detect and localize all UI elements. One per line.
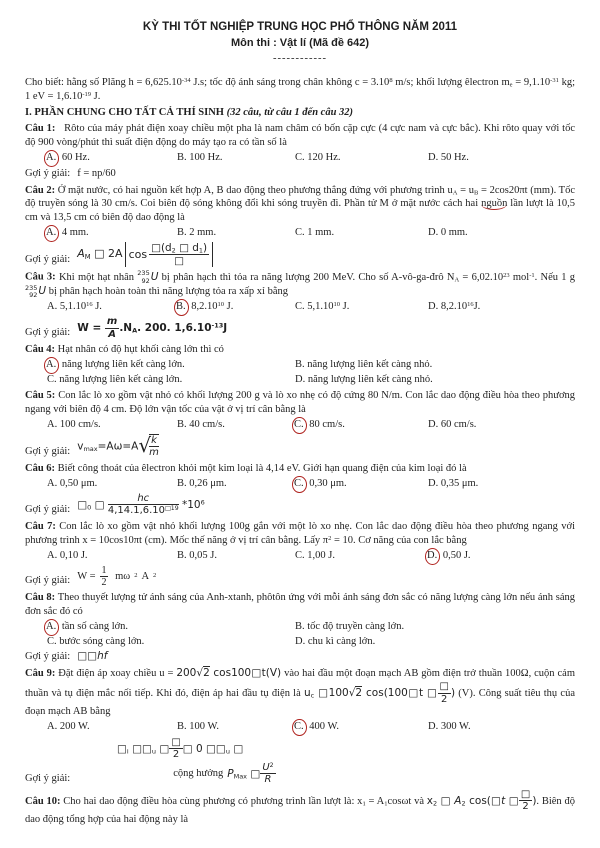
- option-c: [295, 418, 428, 433]
- option-text: 200 W.: [57, 721, 90, 733]
- answer-circle-mark: A.: [44, 619, 59, 636]
- option-text: tốc độ truyền càng lớn.: [304, 621, 405, 633]
- question-text: [25, 184, 575, 226]
- option-a: [47, 720, 177, 735]
- answer-circle-mark: C.: [292, 417, 307, 434]
- question-number: Câu 2:: [25, 184, 56, 196]
- option-text: 2 mm.: [186, 227, 217, 239]
- solution-hint: [25, 167, 575, 181]
- solution-formula-line: $□_i$ $□□_u$ □ □ 2 □ 0 $□□_u$ □: [117, 736, 244, 761]
- options-row: [25, 300, 575, 315]
- answer-circle-mark: D.: [425, 548, 440, 565]
- solution-formula: cộng hưởng $P_{Max}$ □ $\frac{U^2}{R}$: [173, 761, 274, 786]
- solution-hint: [25, 493, 575, 517]
- option-a: [47, 151, 177, 166]
- question-body: Ở mặt nước, có hai nguồn kết hợp A, B dao động theo phương thẳng đứng với phương trình $u_A = u_B = 2\cos 20\pi t$ (mm). Tốc độ truyền sóng là 30 cm/s. Coi biên độ sóng không đổi khi sóng truyền đi. Phần tử M ở mặt nước cách hai nguồn lần lượt là 10,5 cm và 13,5 cm có biên độ dao động là: [25, 184, 576, 224]
- option-b: [177, 549, 295, 564]
- question-number: Câu 8:: [25, 592, 56, 604]
- question-text: [25, 389, 575, 417]
- question-number: Câu 4:: [25, 344, 56, 356]
- option-text: năng lượng liên kết càng nhỏ.: [305, 374, 433, 386]
- solution-hint: [25, 316, 575, 340]
- option-letter: D.: [428, 477, 439, 489]
- option-d: [428, 151, 575, 166]
- option-b: [177, 720, 295, 735]
- solution-formula: $□_0$ □ $\frac{hc}{4,14.1,6.10^{□19}}$ $*10^6$: [77, 492, 205, 517]
- solution-hint-label: Gợi ý giải:: [25, 651, 71, 663]
- question-block: [25, 122, 575, 181]
- option-b: [177, 477, 295, 492]
- option-b: [177, 226, 295, 241]
- option-letter: D.: [428, 301, 439, 313]
- option-letter: A.: [47, 301, 58, 313]
- question-block: [25, 789, 575, 827]
- option-d: [428, 300, 575, 315]
- solution-hint: [25, 762, 575, 786]
- question-block: [25, 270, 575, 340]
- option-text: 8,2.10$^{16}$J.: [438, 301, 481, 313]
- option-letter: A.: [47, 549, 58, 561]
- option-b: [177, 300, 295, 315]
- option-letter: A.: [47, 419, 58, 430]
- option-c: [295, 151, 428, 166]
- option-letter: B.: [177, 549, 187, 561]
- option-letter: D.: [428, 151, 439, 163]
- option-text: năng lượng liên kết càng lớn.: [56, 374, 183, 386]
- option-letter: B.: [177, 721, 187, 733]
- question-number: Câu 6:: [25, 462, 56, 474]
- option-text: 0 mm.: [438, 227, 468, 239]
- question-text: [25, 270, 575, 299]
- question-block: [25, 343, 575, 387]
- question-number: Câu 3:: [25, 271, 56, 283]
- solution-formula: $A_M$ □ 2A cos $□(d_2$ □ $d_1$) □: [77, 242, 213, 267]
- option-d: [428, 226, 575, 241]
- constants-note: Cho biết: hằng số Plăng $h = 6,625.10^{-34}$ J.s; tốc độ ánh sáng trong chân không $c = 3.10^8$ m/s; khối lượng êlectron $m_e = 9,1.10^{-31}$ kg; 1 eV = $1,6.10^{-19}$ J.: [25, 76, 575, 102]
- solution-hint-label: Gợi ý giải:: [25, 503, 71, 515]
- option-letter: B.: [177, 151, 187, 163]
- option-letter: D.: [428, 419, 439, 430]
- solution-formula: W = $\frac{m}{A}$ $.N_A$. 200. $1,6.10^{-13}J$: [77, 316, 228, 340]
- option-letter: B.: [295, 621, 305, 633]
- option-c: [47, 373, 295, 387]
- section-heading-bold: I. PHẦN CHUNG CHO TẤT CẢ THÍ SINH: [25, 106, 227, 118]
- option-a: [47, 549, 177, 564]
- solution-formula: W = 1 2 mω 2 A 2: [77, 564, 157, 588]
- question-text: [25, 343, 575, 357]
- question-text: [25, 591, 575, 619]
- option-text: 100 cm/s.: [57, 419, 101, 430]
- option-text: 5,1.10$^{10}$ J.: [304, 301, 350, 313]
- option-a: [47, 418, 177, 433]
- solution-formula: $v_{max}=A\omega=A$ √ k m: [77, 434, 159, 459]
- option-text: 100 Hz.: [186, 151, 223, 163]
- option-text: 4 mm.: [59, 227, 89, 239]
- option-text: 120 Hz.: [304, 151, 341, 163]
- options-row: [25, 549, 575, 564]
- solution-hint-label: Gợi ý giải:: [25, 772, 71, 784]
- option-d: [428, 418, 575, 433]
- option-c: [295, 226, 428, 241]
- option-text: 0,05 J.: [186, 549, 217, 561]
- divider-dashes: ------------: [273, 52, 327, 64]
- option-a: [47, 300, 177, 315]
- question-block: [25, 591, 575, 664]
- exam-title: KỲ THI TỐT NGHIỆP TRUNG HỌC PHỔ THÔNG NĂM 2011: [142, 21, 458, 33]
- option-text: 0,10 J.: [57, 549, 88, 561]
- option-letter: C.: [47, 374, 57, 386]
- option-text: năng lượng liên kết càng lớn.: [59, 359, 185, 371]
- question-block: [25, 520, 575, 589]
- option-letter: C.: [47, 636, 57, 648]
- options-row: [25, 358, 575, 387]
- option-text: 100 W.: [186, 721, 220, 733]
- option-letter: C.: [295, 549, 305, 561]
- question-body: Con lắc lò xo gồm vật nhỏ khối lượng 100g gắn với một lò xo nhẹ. Con lắc dao động điều hòa theo phương ngang với phương trình x = 10cos10πt (cm). Mốc thế năng ở vị trí cân bằng. Lấy $\pi^2 = 10$. Cơ năng của con lắc bằng: [25, 520, 576, 546]
- option-letter: B.: [295, 359, 305, 371]
- option-b: [295, 358, 575, 373]
- question-text: [25, 462, 575, 476]
- solution-hint: [25, 650, 575, 664]
- question-body: Cho hai dao động điều hòa cùng phương có phương trình lần lượt là: $x_1 = A_1\cos\omega t$ và $x_2$ □ $A_2$ cos(□t □ □ 2 ). Biên độ dao động tổng hợp của hai động này là: [25, 788, 575, 825]
- option-text: chu kì càng lớn.: [305, 636, 376, 648]
- option-text: 0,35 μm.: [438, 477, 479, 489]
- option-text: 0,26 μm.: [186, 477, 227, 489]
- question-body: Đặt điện áp xoay chiều u = 200√2 cos100□t(V) vào hai đầu một đoạn mạch AB gồm điện trở thuần 100Ω, cuộn cảm thuần và tụ điện mắc nối tiếp. Khi đó, điện áp hai đầu tụ điện là $u_c$ □100√2 cos(100□t □ □ 2 ) (V). Công suất tiêu thụ của đoạn mạch AB bằng: [25, 667, 575, 718]
- answer-circle-mark: A.: [44, 357, 59, 374]
- option-d: [295, 373, 575, 387]
- question-number: Câu 5:: [25, 390, 56, 402]
- option-c: [295, 477, 428, 492]
- options-row: [25, 418, 575, 433]
- solution-hint: [25, 434, 575, 459]
- option-letter: D.: [428, 227, 439, 239]
- option-letter: C.: [295, 301, 305, 313]
- question-number: Câu 10:: [25, 795, 61, 807]
- question-text: [25, 520, 575, 548]
- option-letter: A.: [47, 721, 58, 733]
- option-text: 50 Hz.: [438, 151, 469, 163]
- option-a: [47, 358, 295, 373]
- option-d: [295, 635, 575, 649]
- question-text: [25, 789, 575, 827]
- option-d: [428, 720, 575, 735]
- answer-circle-mark: C.: [292, 476, 307, 493]
- option-text: 80 cm/s.: [306, 419, 345, 430]
- option-d: [428, 477, 575, 492]
- option-c: [295, 720, 428, 735]
- option-c: [47, 635, 295, 649]
- option-d: [428, 549, 575, 564]
- option-text: năng lượng liên kết càng nhỏ.: [304, 359, 433, 371]
- question-block: [25, 184, 575, 268]
- option-letter: A.: [47, 477, 58, 489]
- option-text: tần số càng lớn.: [59, 621, 129, 633]
- answer-circle-mark: A.: [44, 150, 59, 167]
- option-letter: D.: [295, 636, 306, 648]
- question-text: [25, 667, 575, 719]
- option-text: 1 mm.: [304, 227, 335, 239]
- option-a: [47, 226, 177, 241]
- option-a: [47, 620, 295, 635]
- options-row: [25, 720, 575, 735]
- option-a: [47, 477, 177, 492]
- option-b: [177, 151, 295, 166]
- question-block: [25, 389, 575, 459]
- option-letter: B.: [177, 477, 187, 489]
- question-body: Biết công thoát của êlectron khỏi một kim loại là 4,14 eV. Giới hạn quang điện của kim loại đó là: [55, 462, 467, 474]
- options-row: [25, 151, 575, 166]
- option-text: 400 W.: [306, 721, 340, 733]
- question-number: Câu 9:: [25, 668, 56, 680]
- solution-formula: f = np/60: [77, 167, 116, 179]
- options-row: [25, 226, 575, 241]
- option-text: 0,50 μm.: [57, 477, 98, 489]
- question-text: [25, 122, 575, 150]
- option-letter: C.: [295, 151, 305, 163]
- option-letter: D.: [428, 721, 439, 733]
- option-letter: D.: [295, 374, 306, 386]
- option-c: [295, 300, 428, 315]
- solution-formula: □□hf: [77, 650, 108, 663]
- exam-subject-line: Môn thi : Vật lí (Mã đề 642): [230, 37, 370, 50]
- option-text: 60 cm/s.: [438, 419, 477, 430]
- option-text: 8,2.10$^{10}$ J.: [188, 301, 234, 313]
- option-text: 1,00 J.: [304, 549, 335, 561]
- question-body: Con lắc lò xo gồm vật nhỏ có khối lượng 200 g và lò xo nhẹ có độ cứng 80 N/m. Con lắc dao động điều hòa theo phương ngang với biên độ 4 cm. Độ lớn vận tốc của vật ở vị trí cân bằng là: [25, 390, 575, 416]
- answer-circle-mark: A.: [44, 225, 59, 242]
- solution-hint-label: Gợi ý giải:: [25, 327, 71, 339]
- option-text: 0,30 μm.: [306, 477, 347, 489]
- solution-hint-label: Gợi ý giải:: [25, 445, 71, 457]
- question-body: Rôto của máy phát điện xoay chiều một pha là nam châm có bốn cặp cực (4 cực nam và cực bắc). Khi rôto quay với tốc độ 900 vòng/phút thì suất điện động do máy tạo ra có tần số là: [25, 122, 576, 148]
- section-heading-italic: (32 câu, từ câu 1 đến câu 32): [226, 106, 354, 118]
- questions-list: [25, 122, 575, 827]
- solution-hint-label: Gợi ý giải:: [25, 167, 71, 179]
- section-heading: [25, 106, 575, 120]
- question-block: [25, 462, 575, 517]
- option-letter: B.: [177, 227, 187, 239]
- option-letter: C.: [295, 227, 305, 239]
- question-body: Theo thuyết lượng tử ánh sáng của Anh-xtanh, phôtôn ứng với mỗi ánh sáng đơn sắc có năng lượng càng lớn nếu ánh sáng đơn sắc đó có: [25, 592, 575, 618]
- question-body: Hạt nhân có độ hụt khối càng lớn thì có: [55, 344, 224, 356]
- option-text: 0,50 J.: [440, 549, 471, 561]
- option-letter: B.: [177, 419, 187, 430]
- solution-hint: [25, 565, 575, 589]
- options-row: [25, 477, 575, 492]
- question-body: Khi một hạt nhân 235 92 U bị phân hạch thì tỏa ra năng lượng 200 MeV. Cho số A-vô-ga-đrô $N_A = 6,02.10^{23}$ mol$^{-1}$. Nếu 1 g 235 92 U bị phân hạch hoàn toàn thì năng lượng tỏa ra xấp xỉ bằng: [25, 269, 575, 300]
- option-text: 5,1.10$^{16}$ J.: [57, 301, 102, 313]
- options-row: [25, 620, 575, 649]
- option-text: 40 cm/s.: [186, 419, 225, 430]
- option-text: 300 W.: [438, 721, 471, 733]
- option-b: [295, 620, 575, 635]
- question-number: Câu 1:: [25, 122, 56, 134]
- option-b: [177, 418, 295, 433]
- solution-hint-label: Gợi ý giải:: [25, 575, 71, 587]
- solution-hint-label: Gợi ý giải:: [25, 254, 71, 266]
- option-text: bước sóng càng lớn.: [56, 636, 145, 648]
- answer-circle-mark: B.: [174, 299, 189, 316]
- solution-hint: [25, 242, 575, 267]
- question-block: [25, 667, 575, 786]
- option-c: [295, 549, 428, 564]
- question-number: Câu 7:: [25, 520, 56, 532]
- answer-circle-mark: C.: [292, 719, 307, 736]
- option-text: 60 Hz.: [59, 151, 90, 163]
